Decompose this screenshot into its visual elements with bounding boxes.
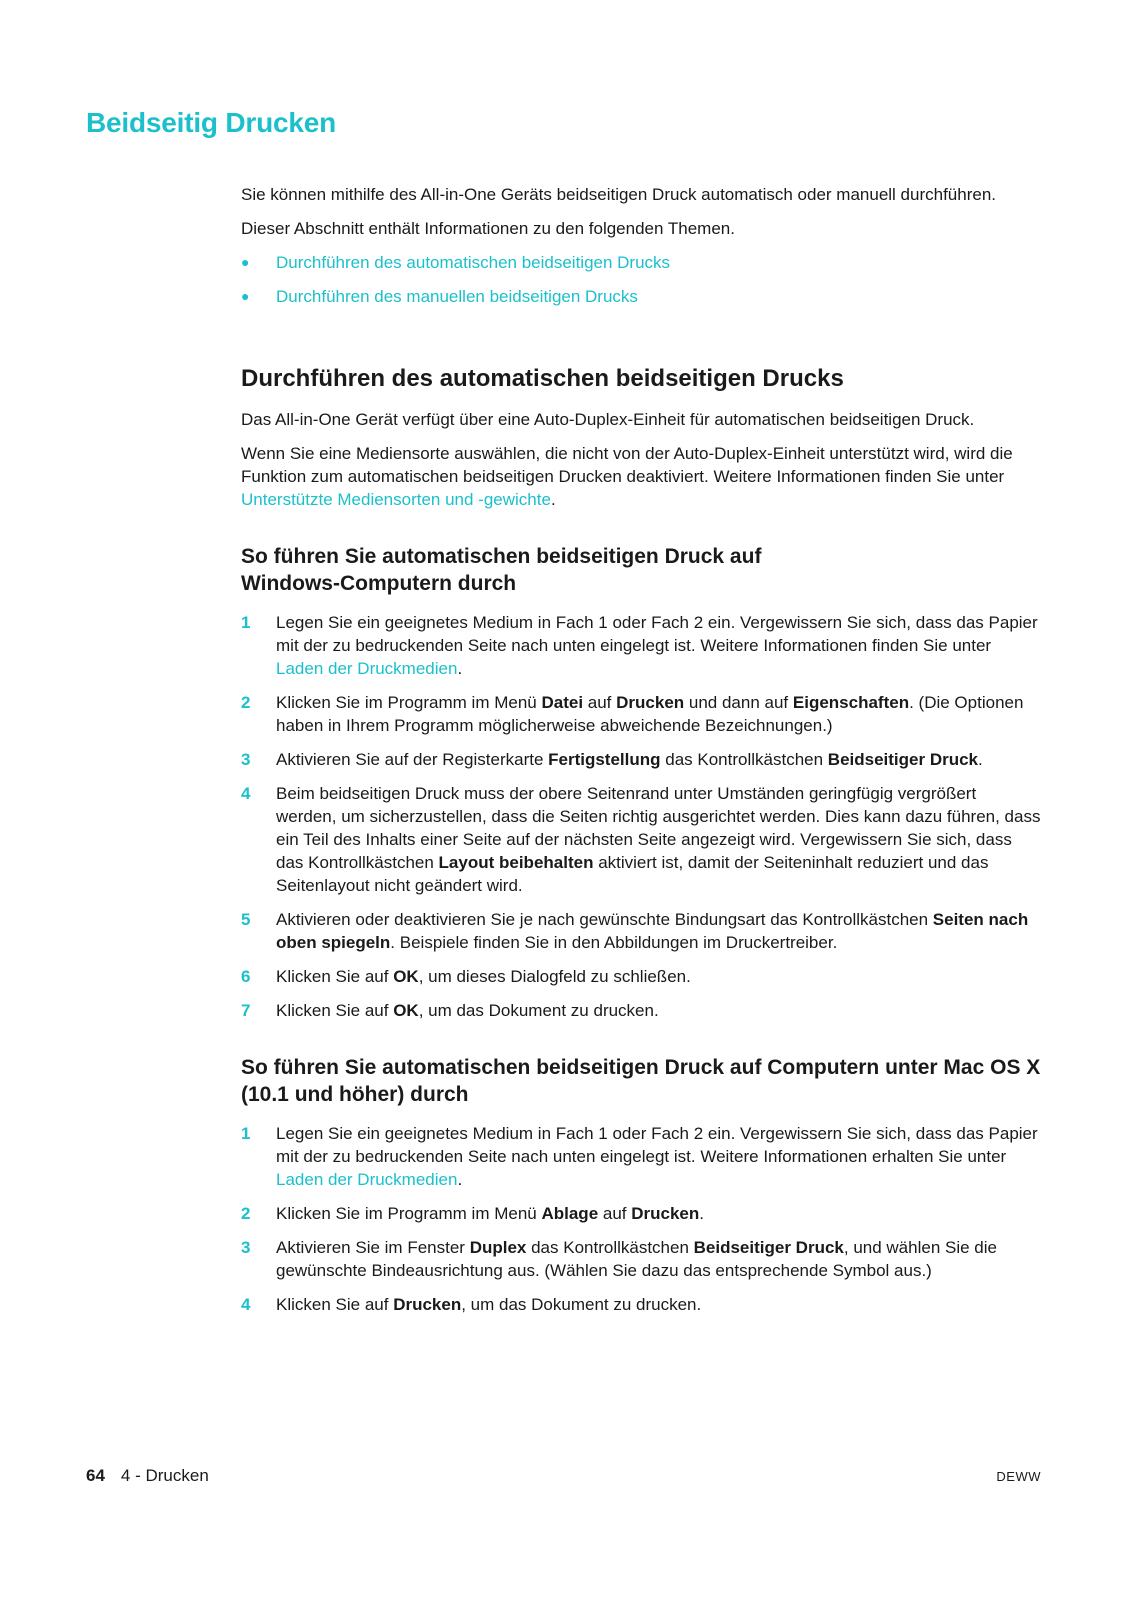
step-item bbox=[241, 965, 1041, 988]
step-bold-term: Fertigstellung bbox=[548, 750, 661, 769]
step-text: aktiviert ist, damit der Seiteninhalt reduziert und das Seitenlayout nicht geändert wird. bbox=[276, 853, 989, 895]
step-bold-term: Datei bbox=[541, 693, 584, 712]
step-number: 5 bbox=[241, 910, 251, 929]
step-number: 1 bbox=[241, 1124, 251, 1143]
step-text: . bbox=[699, 1204, 705, 1223]
step-text: Legen Sie ein geeignetes Medium in Fach 1 oder Fach 2 ein. Vergewissern Sie sich, dass das Papier mit der zu bedruckenden Seite nach unten eingelegt ist. Weitere Informationen finden Sie unter bbox=[276, 613, 1038, 655]
chapter-label: 4 - Drucken bbox=[120, 1466, 209, 1485]
load-media-link[interactable]: Laden der Druckmedien bbox=[276, 1170, 458, 1189]
step-number: 3 bbox=[241, 750, 251, 769]
page-number: 64 bbox=[86, 1466, 105, 1485]
step-bold-term: OK bbox=[393, 1001, 419, 1020]
section-heading: Durchführen des automatischen beidseitigen Drucks bbox=[241, 365, 844, 392]
step-text: . (Die Optionen haben in Ihrem Programm möglicherweise abweichende Bezeichnungen.) bbox=[276, 693, 1024, 735]
step-text: Legen Sie ein geeignetes Medium in Fach 1 oder Fach 2 ein. Vergewissern Sie sich, dass das Papier mit der zu bedruckenden Seite nach unten eingelegt ist. Weitere Informationen erhalten Sie unter bbox=[276, 1124, 1038, 1166]
step-text: , um das Dokument zu drucken. bbox=[461, 1295, 702, 1314]
topic-link-manual[interactable]: Durchführen des manuellen beidseitigen Drucks bbox=[276, 287, 638, 306]
step-item bbox=[241, 691, 1041, 737]
step-number: 2 bbox=[241, 1204, 251, 1223]
step-text: Klicken Sie auf bbox=[276, 1001, 394, 1020]
step-number: 3 bbox=[241, 1238, 251, 1257]
step-text: Klicken Sie auf bbox=[276, 1295, 394, 1314]
section-paragraph: Das All-in-One Gerät verfügt über eine Auto-Duplex-Einheit für automatischen beidseitigen Druck. bbox=[241, 410, 975, 429]
step-bold-term: Drucken bbox=[616, 693, 685, 712]
step-number: 4 bbox=[241, 784, 251, 803]
step-bold-term: Drucken bbox=[393, 1295, 462, 1314]
topics-list bbox=[241, 251, 1041, 308]
paragraph-text: . bbox=[550, 490, 556, 509]
step-text: Aktivieren Sie auf der Registerkarte bbox=[276, 750, 549, 769]
mac-heading: So führen Sie automatischen beidseitigen Druck auf Computern unter Mac OS X (10.1 und höher) durch bbox=[241, 1056, 1041, 1106]
paragraph-text: Wenn Sie eine Mediensorte auswählen, die nicht von der Auto-Duplex-Einheit unterstützt wird, wird die Funktion zum automatischen beidseitigen Drucken deaktiviert. Weitere Informationen finden Sie unter bbox=[241, 444, 1013, 486]
step-text: Aktivieren Sie im Fenster bbox=[276, 1238, 470, 1257]
step-bold-term: Beidseitiger Druck bbox=[693, 1238, 844, 1257]
step-text: . Beispiele finden Sie in den Abbildungen im Druckertreiber. bbox=[390, 933, 838, 952]
step-item bbox=[241, 1293, 1041, 1316]
step-number: 1 bbox=[241, 613, 251, 632]
step-text: Klicken Sie im Programm im Menü bbox=[276, 693, 542, 712]
step-item bbox=[241, 999, 1041, 1022]
step-text: das Kontrollkästchen bbox=[526, 1238, 694, 1257]
step-number: 7 bbox=[241, 1001, 251, 1020]
step-number: 2 bbox=[241, 693, 251, 712]
step-bold-term: Duplex bbox=[469, 1238, 527, 1257]
media-types-link[interactable]: Unterstützte Mediensorten und -gewichte bbox=[241, 490, 551, 509]
step-text: , und wählen Sie die gewünschte Bindeausrichtung aus. (Wählen Sie dazu das entsprechende Symbol aus.) bbox=[276, 1238, 997, 1280]
windows-steps-list bbox=[241, 611, 1041, 1022]
step-text: Aktivieren oder deaktivieren Sie je nach gewünschte Bindungsart das Kontrollkästchen bbox=[276, 910, 933, 929]
step-bold-term: Eigenschaften bbox=[792, 693, 910, 712]
step-item bbox=[241, 1122, 1041, 1191]
step-text: . bbox=[978, 750, 983, 769]
step-item bbox=[241, 1236, 1041, 1282]
document-code: DEWW bbox=[996, 1469, 1041, 1484]
topic-item bbox=[241, 285, 1041, 308]
step-text: Klicken Sie auf bbox=[276, 967, 394, 986]
step-bold-term: Seiten nach oben spiegeln bbox=[276, 910, 1029, 952]
step-bold-term: Beidseitiger Druck bbox=[827, 750, 979, 769]
step-text: auf bbox=[583, 693, 617, 712]
step-item bbox=[241, 611, 1041, 680]
bullet-icon: ● bbox=[241, 288, 250, 304]
mac-steps-list bbox=[241, 1122, 1041, 1316]
step-text: und dann auf bbox=[684, 693, 793, 712]
step-text: , um dieses Dialogfeld zu schließen. bbox=[418, 967, 691, 986]
step-number: 4 bbox=[241, 1295, 251, 1314]
step-bold-term: Layout beibehalten bbox=[438, 853, 594, 872]
section-paragraph-media bbox=[241, 442, 1041, 511]
step-text: . bbox=[457, 1170, 463, 1189]
page-footer bbox=[86, 1466, 1041, 1490]
step-item bbox=[241, 1202, 1041, 1225]
intro-paragraph: Sie können mithilfe des All-in-One Geräts beidseitigen Druck automatisch oder manuell durchführen. bbox=[241, 185, 997, 204]
step-text: das Kontrollkästchen bbox=[660, 750, 828, 769]
topics-intro-paragraph: Dieser Abschnitt enthält Informationen zu den folgenden Themen. bbox=[241, 219, 735, 238]
step-item bbox=[241, 908, 1041, 954]
step-text: , um das Dokument zu drucken. bbox=[418, 1001, 659, 1020]
step-text: Beim beidseitigen Druck muss der obere Seitenrand unter Umständen geringfügig vergrößert werden, um sicherzustellen, dass die Seiten richtig ausgerichtet werden. Dies kann dazu führen, dass ein Teil des Inhalts einer Seite auf der nächsten Seite angezeigt wird. Vergewissern Sie sich, dass das Kontrollkästchen bbox=[276, 784, 1041, 872]
topic-link-automatic[interactable]: Durchführen des automatischen beidseitigen Drucks bbox=[276, 253, 671, 272]
step-text: . bbox=[457, 659, 463, 678]
load-media-link[interactable]: Laden der Druckmedien bbox=[276, 659, 458, 678]
windows-heading: So führen Sie automatischen beidseitigen Druck auf Windows-Computern durch bbox=[241, 545, 762, 595]
page-title: Beidseitig Drucken bbox=[86, 107, 337, 138]
step-bold-term: OK bbox=[393, 967, 419, 986]
page-content bbox=[241, 183, 1041, 1327]
bullet-icon: ● bbox=[241, 254, 250, 270]
step-bold-term: Ablage bbox=[541, 1204, 599, 1223]
step-number: 6 bbox=[241, 967, 251, 986]
step-item bbox=[241, 782, 1041, 897]
step-text: auf bbox=[598, 1204, 632, 1223]
step-item bbox=[241, 748, 1041, 771]
topic-item bbox=[241, 251, 1041, 274]
step-text: Klicken Sie im Programm im Menü bbox=[276, 1204, 542, 1223]
step-bold-term: Drucken bbox=[631, 1204, 700, 1223]
